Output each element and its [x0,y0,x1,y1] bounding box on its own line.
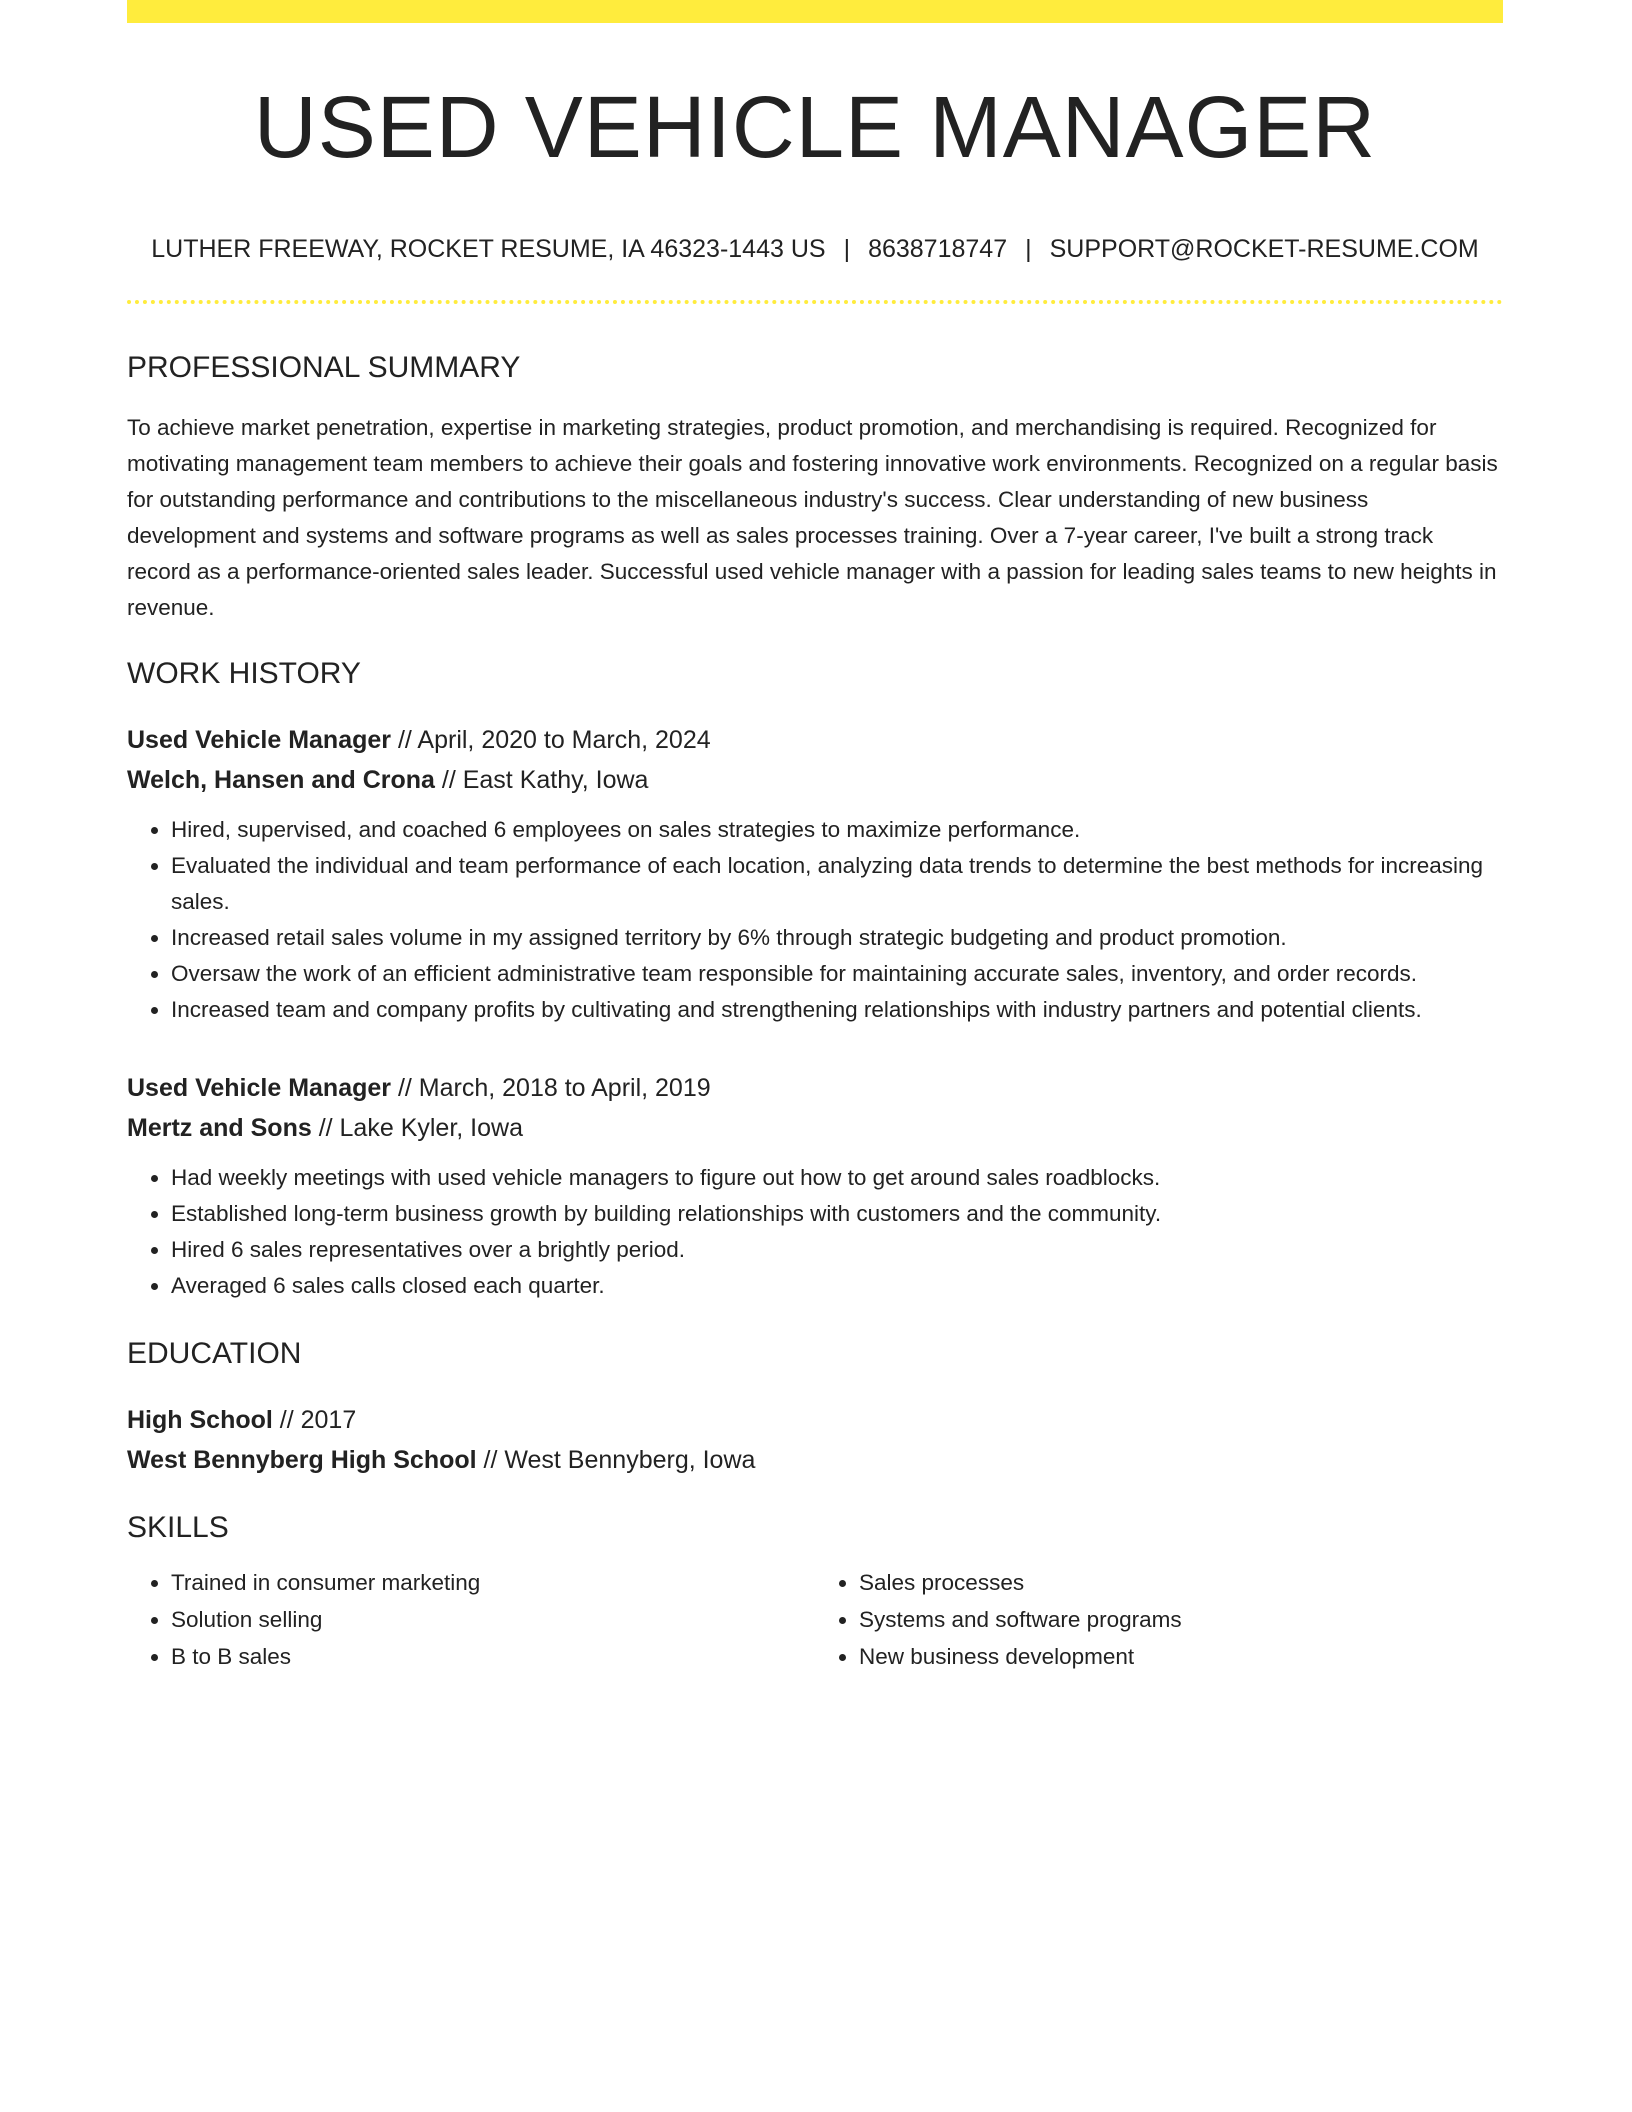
education-year: // 2017 [272,1405,357,1434]
skill-item: • Solution selling [171,1601,815,1638]
skills-heading: SKILLS [127,1510,229,1544]
education-school: West Bennyberg High School [127,1445,477,1474]
job-title-line [127,1068,1503,1108]
work-history-heading: WORK HISTORY [127,656,361,690]
job-entry [127,1068,1503,1304]
job-role: Used Vehicle Manager [127,1073,392,1102]
list-item: • Oversaw the work of an efficient administrative team responsible for maintaining accurate sales, inventory, and order records. [171,956,1503,992]
header-divider [127,300,1503,304]
education-heading: EDUCATION [127,1336,302,1370]
list-item: • Increased team and company profits by cultivating and strengthening relationships with industry partners and potential clients. [171,992,1503,1028]
job-bullets [127,812,1503,1028]
skill-item: • Systems and software programs [859,1601,1503,1638]
job-company: Welch, Hansen and Crona [127,765,435,794]
job-entry [127,720,1503,1028]
job-bullets [127,1160,1503,1304]
skills-grid [127,1564,1503,1675]
contact-phone: 8638718747 [868,234,1008,263]
accent-top-bar [127,0,1503,23]
resume-page [127,0,1503,1675]
skill-item: • Sales processes [859,1564,1503,1601]
job-dates: // March, 2018 to April, 2019 [391,1073,711,1102]
education-degree: High School [127,1405,273,1434]
summary-heading: PROFESSIONAL SUMMARY [127,350,521,384]
education-degree-line [127,1400,1503,1440]
job-dates: // April, 2020 to March, 2024 [391,725,711,754]
skill-item: • B to B sales [171,1638,815,1675]
list-item: • Hired 6 sales representatives over a brightly period. [171,1232,1503,1268]
education-entry [127,1400,1503,1480]
job-title-line [127,720,1503,760]
job-location: // Lake Kyler, Iowa [311,1113,523,1142]
job-role: Used Vehicle Manager [127,725,392,754]
summary-text: To achieve market penetration, expertise in marketing strategies, product promotion, and merchandising is required. Recognized for motivating management team members to achieve their goals and fostering innovative work environments. Recognized on a regular basis for outstanding performance and contributions to the miscellaneous industry's success. Clear understanding of new business development and systems and software programs as well as sales processes training. Over a 7-year career, I've built a strong track record as a performance-oriented sales leader. Successful used vehicle manager with a passion for leading sales teams to new heights in revenue. [127,414,1498,620]
list-item: • Established long-term business growth by building relationships with customers and the community. [171,1196,1503,1232]
list-item: • Hired, supervised, and coached 6 employees on sales strategies to maximize performance. [171,812,1503,848]
contact-address: LUTHER FREEWAY, ROCKET RESUME, IA 46323-1443 US [151,234,826,263]
list-item: • Averaged 6 sales calls closed each quarter. [171,1268,1503,1304]
education-location: // West Bennyberg, Iowa [476,1445,756,1474]
contact-separator: | [1025,234,1032,263]
list-item: • Had weekly meetings with used vehicle managers to figure out how to get around sales roadblocks. [171,1160,1503,1196]
skills-right-column [815,1564,1503,1675]
skills-left-column [127,1564,815,1675]
contact-email: SUPPORT@ROCKET-RESUME.COM [1049,234,1479,263]
education-school-line [127,1440,1503,1480]
skill-item: • New business development [859,1638,1503,1675]
job-company-line [127,760,1503,800]
job-location: // East Kathy, Iowa [434,765,649,794]
resume-name: USED VEHICLE MANAGER [253,79,1377,176]
job-company-line [127,1108,1503,1148]
list-item: • Increased retail sales volume in my assigned territory by 6% through strategic budgeting and product promotion. [171,920,1503,956]
skill-item: • Trained in consumer marketing [171,1564,815,1601]
contact-line [127,234,1503,264]
contact-separator: | [843,234,851,263]
job-company: Mertz and Sons [127,1113,312,1142]
list-item: • Evaluated the individual and team performance of each location, analyzing data trends to determine the best methods for increasing sales. [171,848,1503,920]
